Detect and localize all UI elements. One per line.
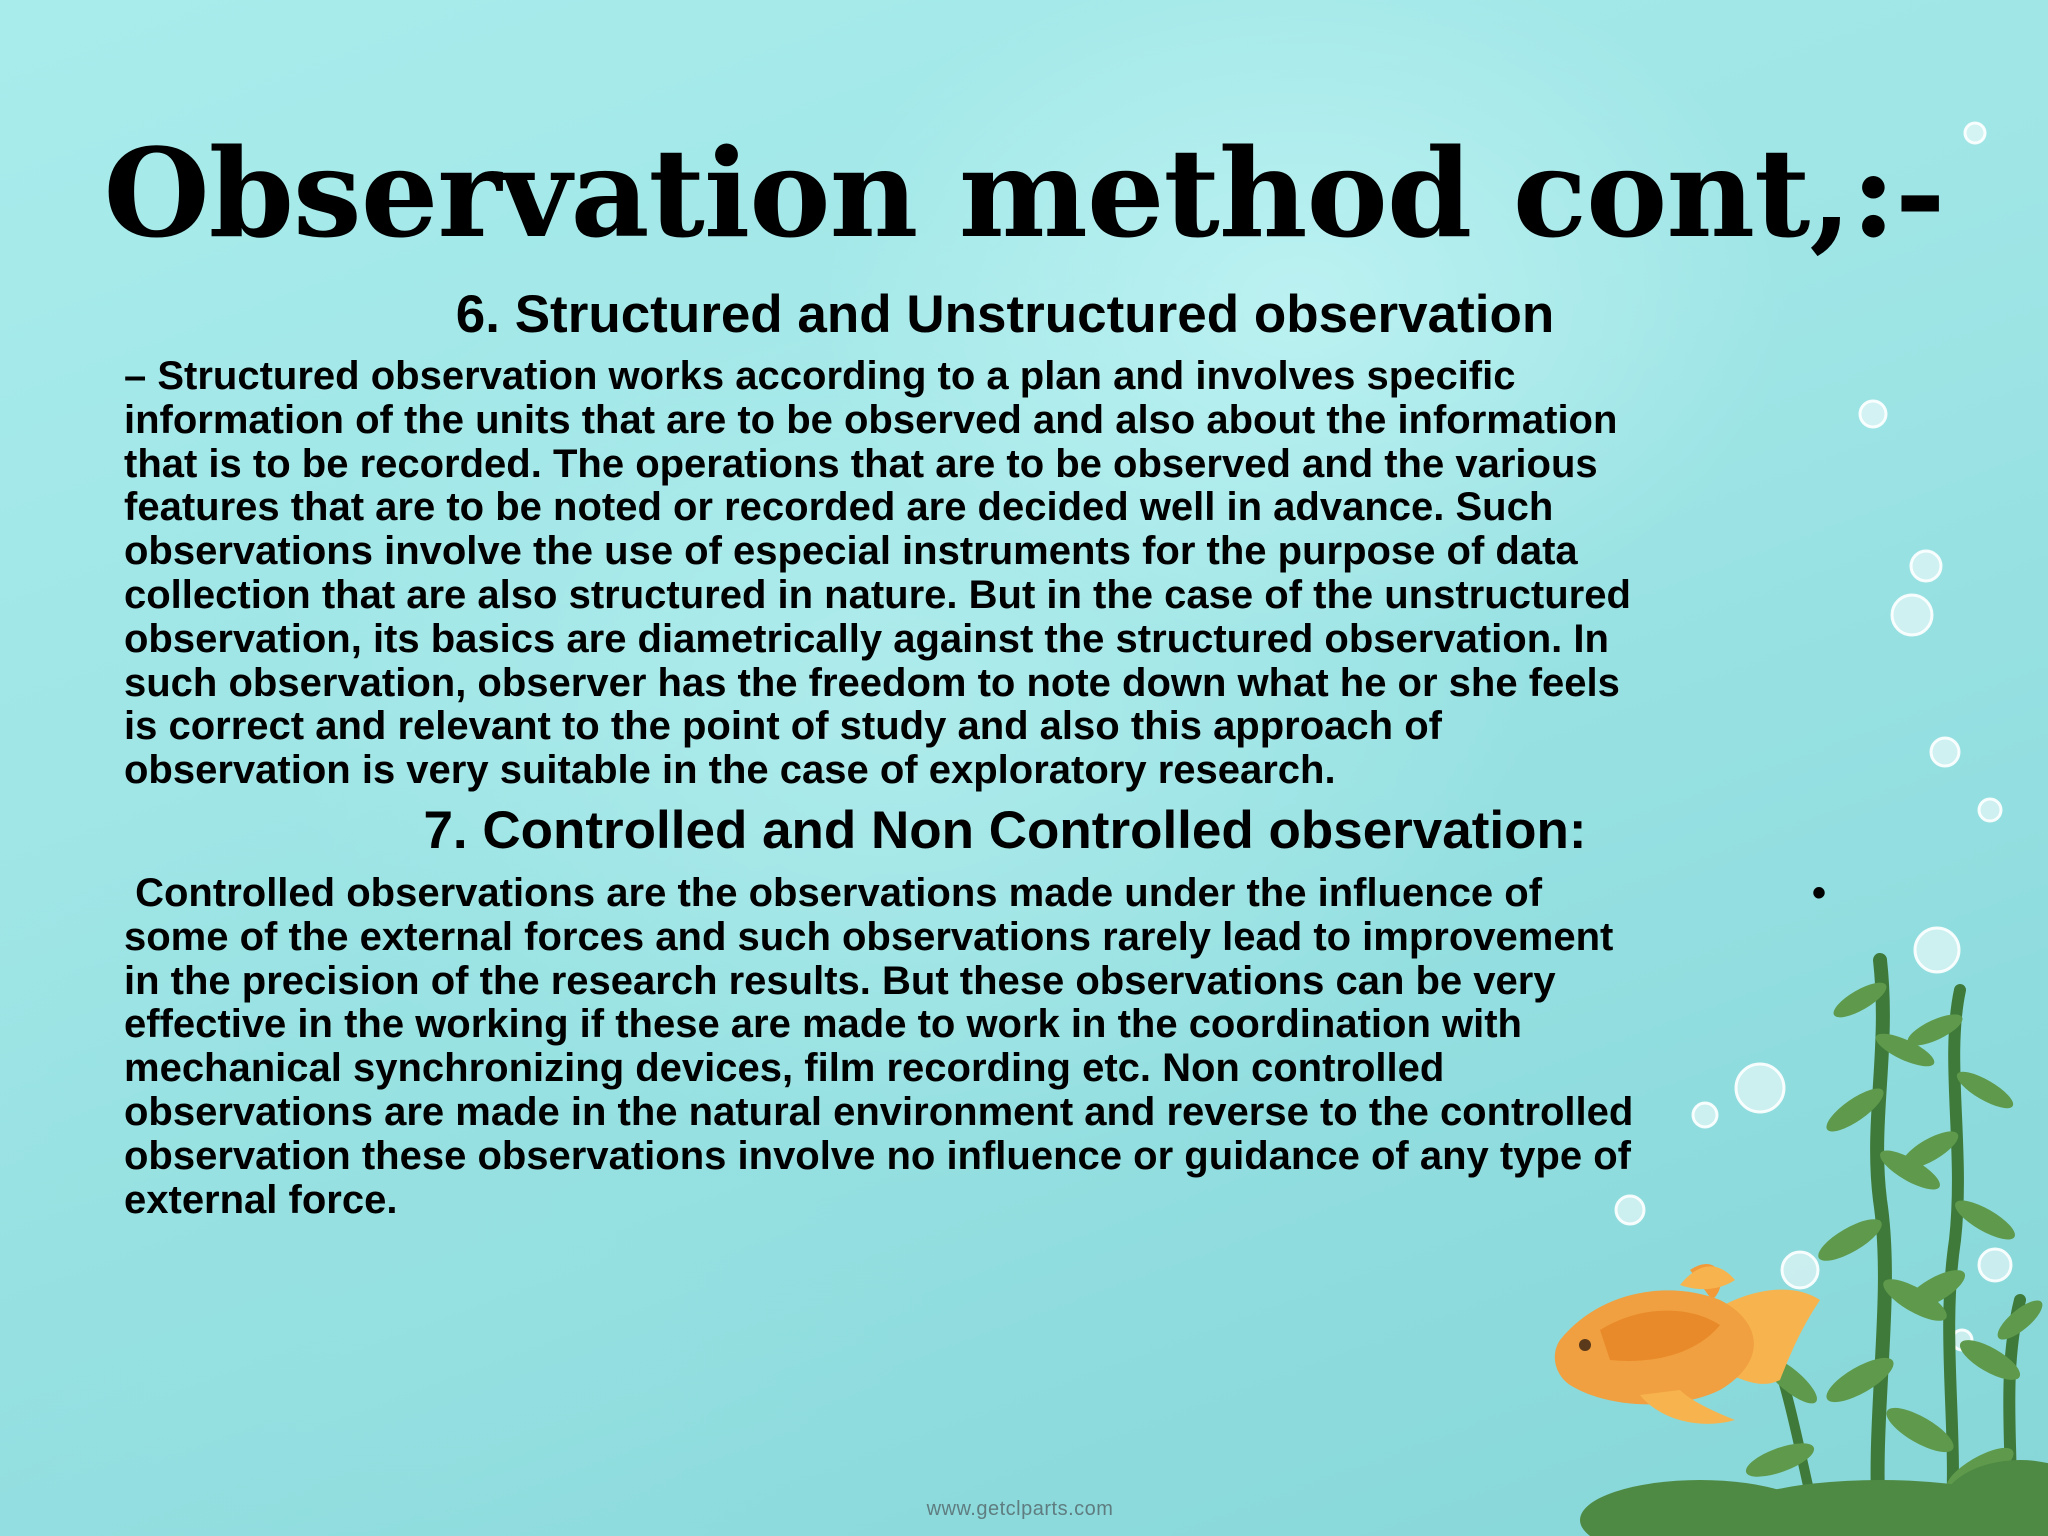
paragraph-line: observation, its basics are diametrically against the structured observation. In (124, 616, 1609, 661)
paragraph-line: that is to be recorded. The operations that are to be observed and the various (124, 441, 1598, 486)
slide-title: Observation method cont,:- (103, 121, 1945, 265)
seaweed-leaves-icon (1742, 976, 2048, 1500)
paragraph-line: mechanical synchronizing devices, film recording etc. Non controlled (124, 1046, 1445, 1091)
paragraph-line: Controlled observations are the observations made under the influence of (124, 871, 1543, 915)
section-6-heading: 6. Structured and Unstructured observation (455, 285, 1555, 344)
paragraph-line: external force. (124, 1177, 398, 1222)
paragraph-line: observation these observations involve no influence or guidance of any type of (124, 1133, 1631, 1178)
paragraph-line: observation is very suitable in the case of exploratory research. (124, 748, 1336, 793)
paragraph-line: is correct and relevant to the point of study and also this approach of (124, 704, 1442, 749)
bullet-icon: • (1812, 871, 1827, 915)
paragraph-line: features that are to be noted or recorded are decided well in advance. Such (124, 485, 1554, 530)
paragraph-line: collection that are also structured in nature. But in the case of the unstructured (124, 572, 1631, 617)
seabed-plants-icon (1580, 1460, 2048, 1536)
paragraph-line: some of the external forces and such observations rarely lead to improvement (124, 914, 1614, 959)
goldfish-icon (1555, 1264, 1820, 1424)
paragraph-line: information of the units that are to be observed and also about the information (124, 397, 1618, 442)
paragraph-line: in the precision of the research results. But these observations can be very (124, 958, 1556, 1003)
paragraph-line: such observation, observer has the freedom to note down what he or she feels (124, 660, 1620, 705)
section-6-paragraph (124, 355, 1631, 793)
paragraph-line: effective in the working if these are made to work in the coordination with (124, 1002, 1522, 1047)
paragraph-line: observations are made in the natural environment and reverse to the controlled (124, 1089, 1634, 1134)
watermark: www.getclparts.com (926, 1498, 1114, 1520)
paragraph-line: observations involve the use of especial instruments for the purpose of data (124, 529, 1578, 574)
paragraph-line: – Structured observation works according to a plan and involves specific (124, 354, 1516, 398)
section-7-paragraph (124, 872, 1633, 1222)
section-7-heading: 7. Controlled and Non Controlled observation: (423, 801, 1587, 860)
